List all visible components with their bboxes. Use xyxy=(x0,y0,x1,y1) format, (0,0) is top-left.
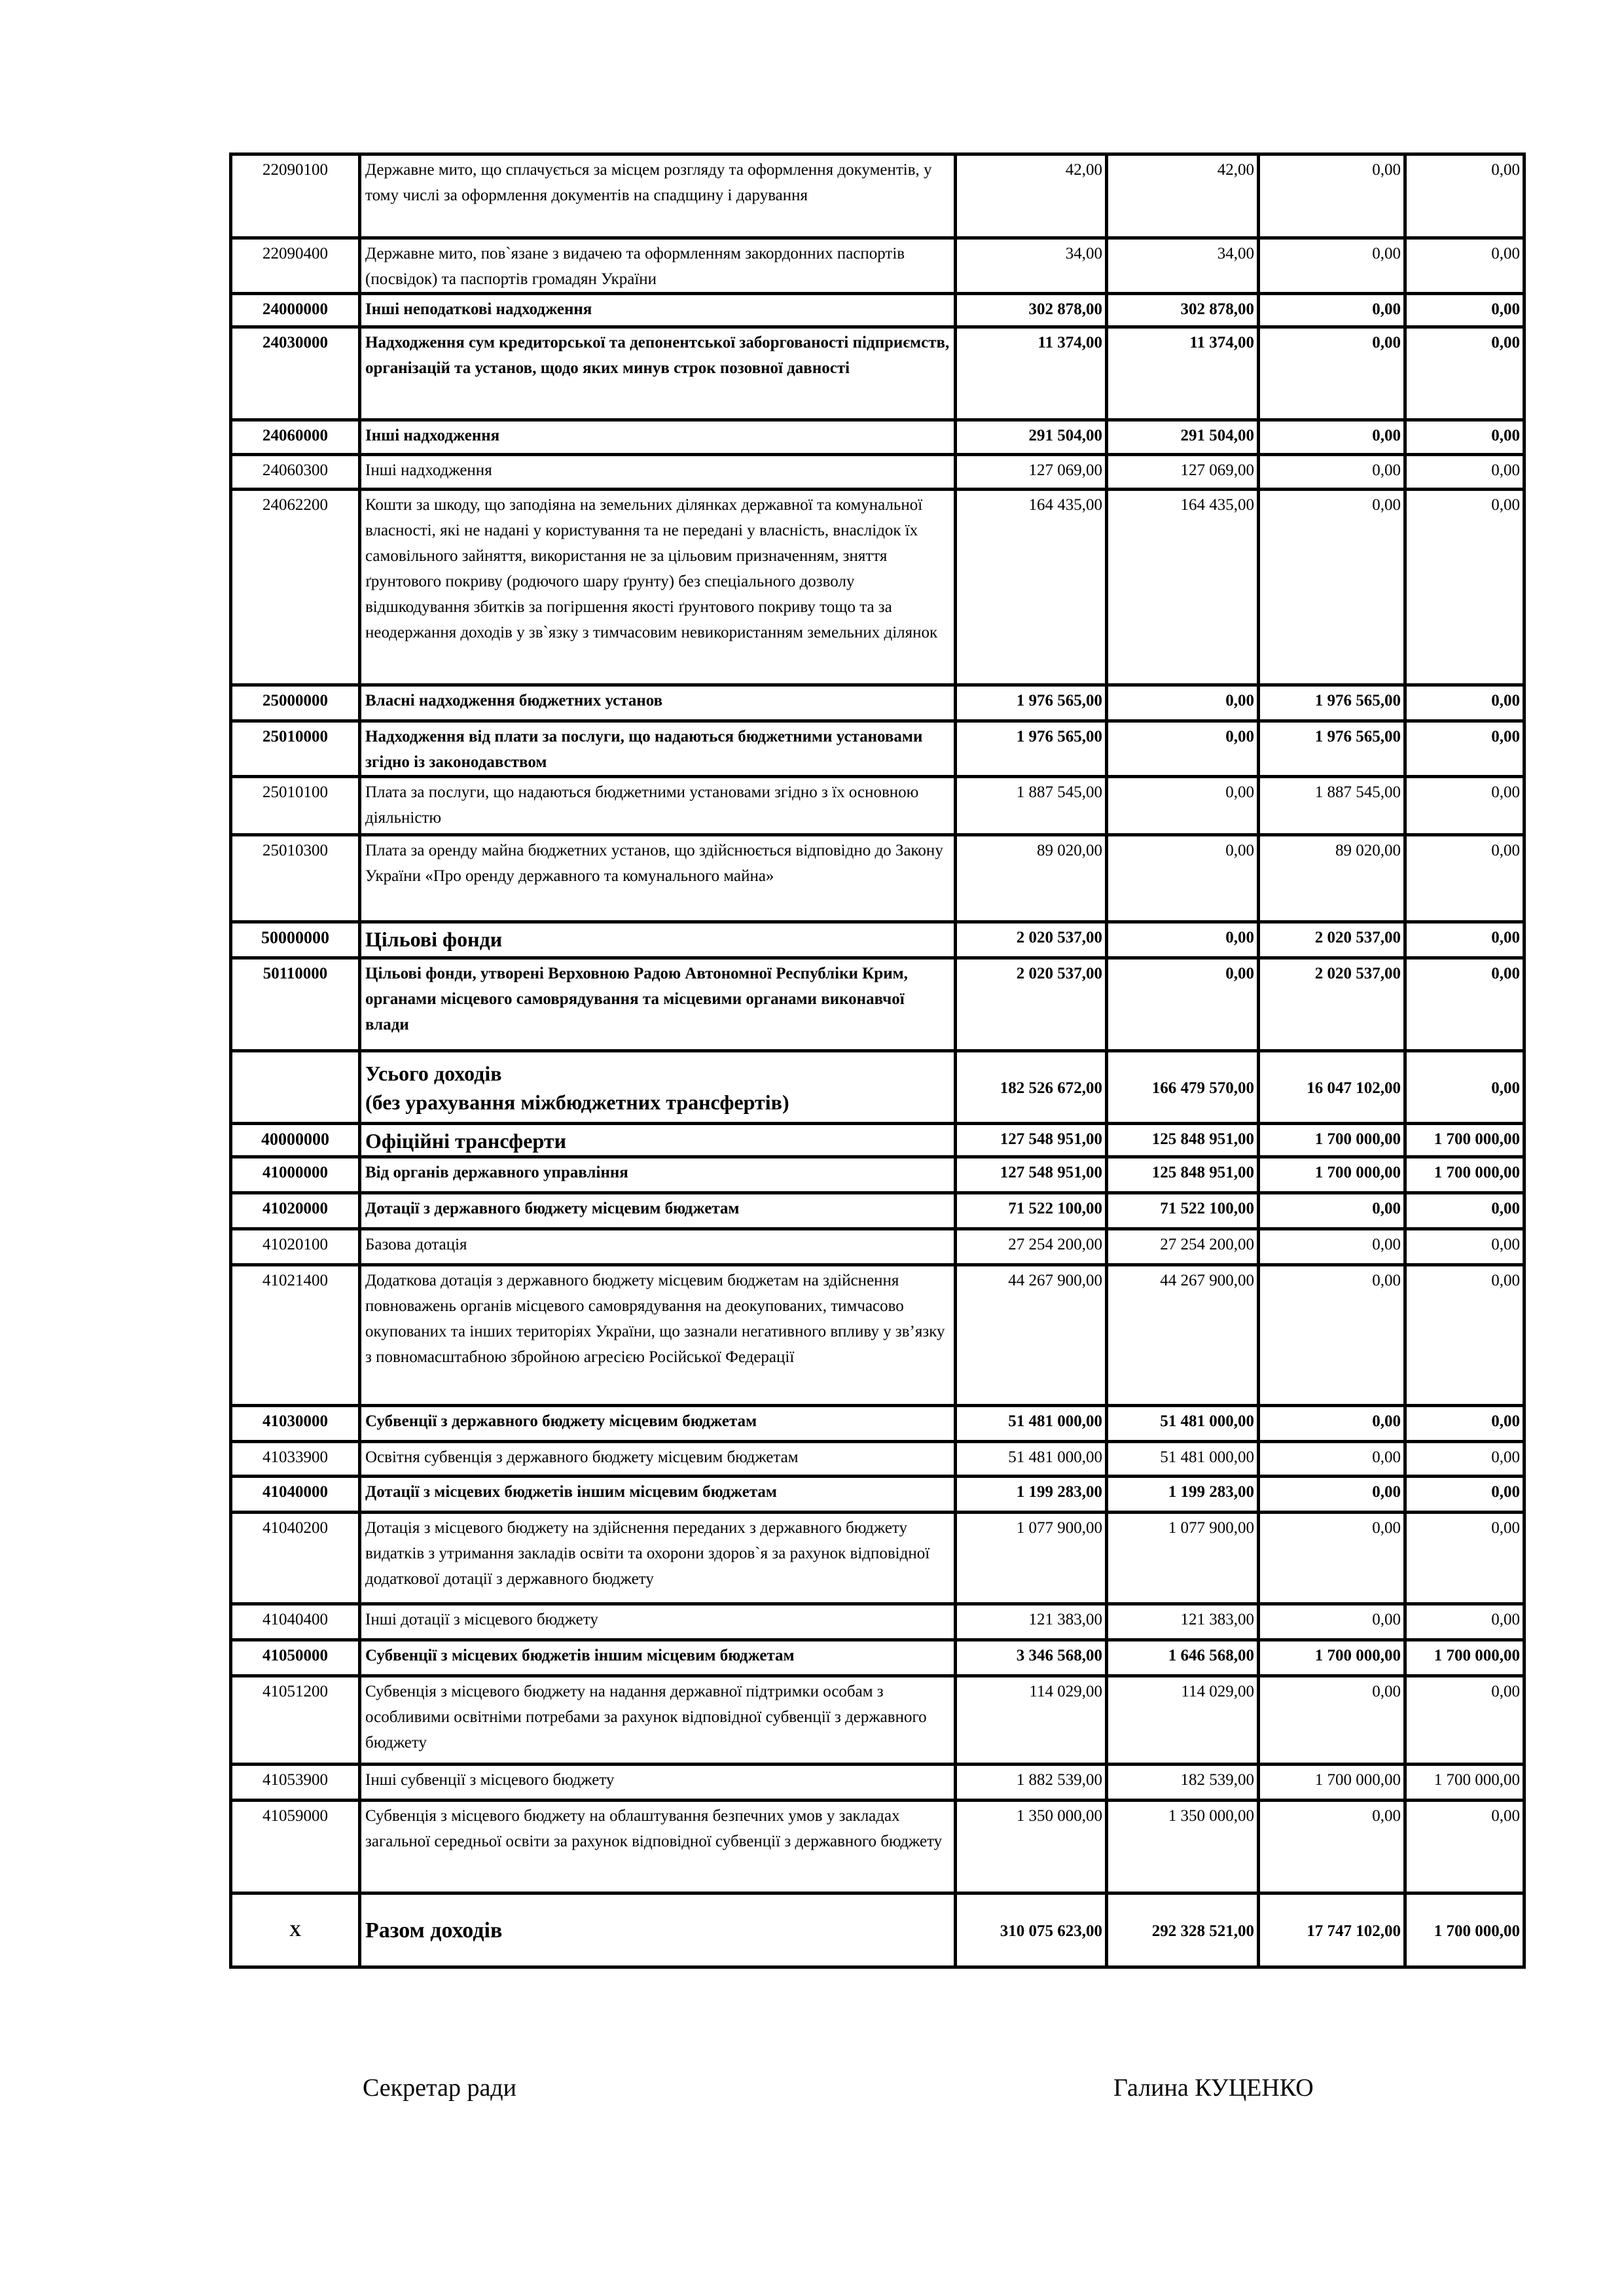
row-development-budget: 1 700 000,00 xyxy=(1405,1157,1525,1193)
row-general-fund: 121 383,00 xyxy=(1107,1604,1259,1640)
row-special-fund: 1 887 545,00 xyxy=(1259,777,1405,835)
row-development-budget: 0,00 xyxy=(1405,154,1525,238)
table-row xyxy=(231,721,1525,777)
row-name: Додаткова дотація з державного бюджету місцевим бюджетам на здійснення повноважень органів місцевого самоврядування на деокупованих, тимчасово окупованих та інших територіях України, що зазнали негативного впливу у зв’язку з повномасштабною збройною агресією Російської Федерації xyxy=(360,1265,956,1406)
row-total: 114 029,00 xyxy=(956,1676,1107,1765)
row-code: 41050000 xyxy=(231,1640,360,1676)
row-special-fund: 0,00 xyxy=(1259,1442,1405,1477)
row-code: 41059000 xyxy=(231,1801,360,1893)
row-development-budget: 1 700 000,00 xyxy=(1405,1640,1525,1676)
row-total: 27 254 200,00 xyxy=(956,1229,1107,1265)
table-row xyxy=(231,1676,1525,1765)
row-general-fund: 302 878,00 xyxy=(1107,294,1259,327)
row-general-fund: 182 539,00 xyxy=(1107,1765,1259,1801)
row-development-budget: 0,00 xyxy=(1405,1229,1525,1265)
row-general-fund: 27 254 200,00 xyxy=(1107,1229,1259,1265)
row-total: 1 077 900,00 xyxy=(956,1513,1107,1604)
row-general-fund: 0,00 xyxy=(1107,958,1259,1051)
row-special-fund: 1 976 565,00 xyxy=(1259,685,1405,721)
table-row xyxy=(231,1640,1525,1676)
table-row xyxy=(231,1406,1525,1442)
row-special-fund: 1 700 000,00 xyxy=(1259,1640,1405,1676)
row-special-fund: 1 700 000,00 xyxy=(1259,1157,1405,1193)
row-general-fund: 51 481 000,00 xyxy=(1107,1406,1259,1442)
row-name: Субвенції з місцевих бюджетів іншим місцевим бюджетам xyxy=(360,1640,956,1676)
table-row xyxy=(231,1442,1525,1477)
row-general-fund: 127 069,00 xyxy=(1107,455,1259,490)
row-total: 34,00 xyxy=(956,238,1107,294)
row-development-budget: 0,00 xyxy=(1405,1406,1525,1442)
revenue-table-body xyxy=(231,154,1525,1967)
row-total: 1 887 545,00 xyxy=(956,777,1107,835)
row-name: Власні надходження бюджетних установ xyxy=(360,685,956,721)
row-name: Цільові фонди xyxy=(360,922,956,958)
row-development-budget: 0,00 xyxy=(1405,327,1525,420)
table-row xyxy=(231,294,1525,327)
row-code: 41021400 xyxy=(231,1265,360,1406)
row-total: 2 020 537,00 xyxy=(956,958,1107,1051)
row-code: 24060000 xyxy=(231,420,360,455)
row-general-fund: 0,00 xyxy=(1107,685,1259,721)
table-row xyxy=(231,922,1525,958)
row-total: 1 882 539,00 xyxy=(956,1765,1107,1801)
table-row xyxy=(231,1765,1525,1801)
row-development-budget: 0,00 xyxy=(1405,777,1525,835)
row-code: 41040400 xyxy=(231,1604,360,1640)
table-row xyxy=(231,490,1525,685)
row-name: Надходження від плати за послуги, що надаються бюджетними установами згідно із законодавством xyxy=(360,721,956,777)
signature-name: Галина КУЦЕНКО xyxy=(1113,2074,1314,2102)
row-total: 71 522 100,00 xyxy=(956,1193,1107,1229)
row-name: Базова дотація xyxy=(360,1229,956,1265)
table-row xyxy=(231,1477,1525,1513)
row-total: 42,00 xyxy=(956,154,1107,238)
row-total: 1 976 565,00 xyxy=(956,685,1107,721)
row-special-fund: 0,00 xyxy=(1259,1604,1405,1640)
row-name: Інші неподаткові надходження xyxy=(360,294,956,327)
row-development-budget: 0,00 xyxy=(1405,294,1525,327)
row-special-fund: 0,00 xyxy=(1259,1676,1405,1765)
row-name: Державне мито, пов`язане з видачею та оформленням закордонних паспортів (посвідок) та паспортів громадян України xyxy=(360,238,956,294)
row-code: 25010000 xyxy=(231,721,360,777)
row-total: 127 548 951,00 xyxy=(956,1157,1107,1193)
row-special-fund: 1 976 565,00 xyxy=(1259,721,1405,777)
row-development-budget: 0,00 xyxy=(1405,1442,1525,1477)
signature-position: Секретар ради xyxy=(363,2074,516,2102)
row-name: Офіційні трансферти xyxy=(360,1124,956,1157)
row-special-fund: 17 747 102,00 xyxy=(1259,1893,1405,1967)
row-special-fund: 0,00 xyxy=(1259,294,1405,327)
row-general-fund: 292 328 521,00 xyxy=(1107,1893,1259,1967)
row-general-fund: 0,00 xyxy=(1107,721,1259,777)
row-code: 50000000 xyxy=(231,922,360,958)
row-general-fund: 34,00 xyxy=(1107,238,1259,294)
row-general-fund: 42,00 xyxy=(1107,154,1259,238)
row-development-budget: 0,00 xyxy=(1405,958,1525,1051)
row-development-budget: 0,00 xyxy=(1405,455,1525,490)
row-development-budget: 0,00 xyxy=(1405,1604,1525,1640)
row-general-fund: 1 199 283,00 xyxy=(1107,1477,1259,1513)
row-special-fund: 0,00 xyxy=(1259,154,1405,238)
table-row xyxy=(231,1604,1525,1640)
table-row xyxy=(231,154,1525,238)
row-total: 1 199 283,00 xyxy=(956,1477,1107,1513)
row-total: 127 548 951,00 xyxy=(956,1124,1107,1157)
row-total: 127 069,00 xyxy=(956,455,1107,490)
row-development-budget: 0,00 xyxy=(1405,835,1525,922)
row-name: Субвенції з державного бюджету місцевим бюджетам xyxy=(360,1406,956,1442)
row-development-budget: 0,00 xyxy=(1405,721,1525,777)
row-development-budget: 1 700 000,00 xyxy=(1405,1124,1525,1157)
table-row xyxy=(231,777,1525,835)
table-row xyxy=(231,1513,1525,1604)
table-row xyxy=(231,1157,1525,1193)
row-special-fund: 0,00 xyxy=(1259,238,1405,294)
row-code: 25010100 xyxy=(231,777,360,835)
row-special-fund: 0,00 xyxy=(1259,1513,1405,1604)
table-row xyxy=(231,1124,1525,1157)
row-code xyxy=(231,1051,360,1124)
table-row xyxy=(231,455,1525,490)
row-development-budget: 0,00 xyxy=(1405,685,1525,721)
row-development-budget: 0,00 xyxy=(1405,1193,1525,1229)
row-special-fund: 2 020 537,00 xyxy=(1259,922,1405,958)
row-total: 310 075 623,00 xyxy=(956,1893,1107,1967)
row-code: 25010300 xyxy=(231,835,360,922)
row-code: 22090400 xyxy=(231,238,360,294)
row-general-fund: 1 646 568,00 xyxy=(1107,1640,1259,1676)
row-name: Усього доходів (без урахування міжбюджетних трансфертів) xyxy=(360,1051,956,1124)
row-special-fund: 0,00 xyxy=(1259,1406,1405,1442)
row-code: 41051200 xyxy=(231,1676,360,1765)
table-row xyxy=(231,238,1525,294)
row-development-budget: 0,00 xyxy=(1405,420,1525,455)
row-total: 121 383,00 xyxy=(956,1604,1107,1640)
row-total: 291 504,00 xyxy=(956,420,1107,455)
row-special-fund: 1 700 000,00 xyxy=(1259,1124,1405,1157)
row-general-fund: 291 504,00 xyxy=(1107,420,1259,455)
row-general-fund: 0,00 xyxy=(1107,835,1259,922)
row-total: 1 350 000,00 xyxy=(956,1801,1107,1893)
row-general-fund: 164 435,00 xyxy=(1107,490,1259,685)
row-code: 41030000 xyxy=(231,1406,360,1442)
table-row xyxy=(231,420,1525,455)
table-row xyxy=(231,1893,1525,1967)
row-code: 41040200 xyxy=(231,1513,360,1604)
row-name: Дотація з місцевого бюджету на здійснення переданих з державного бюджету видатків з утримання закладів освіти та охорони здоров`я за рахунок відповідної додаткової дотації з державного бюджету xyxy=(360,1513,956,1604)
row-total: 302 878,00 xyxy=(956,294,1107,327)
row-development-budget: 0,00 xyxy=(1405,1801,1525,1893)
row-name: Субвенція з місцевого бюджету на надання державної підтримки особам з особливими освітніми потребами за рахунок відповідної субвенції з державного бюджету xyxy=(360,1676,956,1765)
row-general-fund: 1 350 000,00 xyxy=(1107,1801,1259,1893)
row-name: Цільові фонди, утворені Верховною Радою Автономної Республіки Крим, органами місцевого самоврядування та місцевими органами виконавчої влади xyxy=(360,958,956,1051)
row-development-budget: 0,00 xyxy=(1405,1477,1525,1513)
row-total: 2 020 537,00 xyxy=(956,922,1107,958)
row-name: Кошти за шкоду, що заподіяна на земельних ділянках державної та комунальної власності, які не надані у користування та не передані у власність, внаслідок їх самовільного зайняття, використання не за цільовим призначенням, зняття ґрунтового покриву (родючого шару ґрунту) без спеціального дозволу відшкодування збитків за погіршення якості ґрунтового покриву тощо та за неодержання доходів у зв`язку з тимчасовим невикористанням земельних ділянок xyxy=(360,490,956,685)
row-special-fund: 0,00 xyxy=(1259,1265,1405,1406)
row-code: 50110000 xyxy=(231,958,360,1051)
row-name: Інші субвенції з місцевого бюджету xyxy=(360,1765,956,1801)
row-code: 24030000 xyxy=(231,327,360,420)
row-special-fund: 89 020,00 xyxy=(1259,835,1405,922)
row-total: 51 481 000,00 xyxy=(956,1442,1107,1477)
row-total: 1 976 565,00 xyxy=(956,721,1107,777)
row-general-fund: 71 522 100,00 xyxy=(1107,1193,1259,1229)
row-special-fund: 0,00 xyxy=(1259,327,1405,420)
row-name: Інші дотації з місцевого бюджету xyxy=(360,1604,956,1640)
row-name: Від органів державного управління xyxy=(360,1157,956,1193)
row-general-fund: 0,00 xyxy=(1107,777,1259,835)
row-development-budget: 0,00 xyxy=(1405,1265,1525,1406)
row-name: Субвенція з місцевого бюджету на облаштування безпечних умов у закладах загальної середньої освіти за рахунок відповідної субвенції з державного бюджету xyxy=(360,1801,956,1893)
row-development-budget: 0,00 xyxy=(1405,922,1525,958)
row-name: Інші надходження xyxy=(360,455,956,490)
revenue-table xyxy=(229,152,1526,1969)
row-code: 41033900 xyxy=(231,1442,360,1477)
row-special-fund: 0,00 xyxy=(1259,490,1405,685)
table-row xyxy=(231,958,1525,1051)
row-general-fund: 114 029,00 xyxy=(1107,1676,1259,1765)
row-code: 41020000 xyxy=(231,1193,360,1229)
row-total: 164 435,00 xyxy=(956,490,1107,685)
row-special-fund: 0,00 xyxy=(1259,455,1405,490)
row-total: 89 020,00 xyxy=(956,835,1107,922)
row-special-fund: 0,00 xyxy=(1259,1193,1405,1229)
row-development-budget: 0,00 xyxy=(1405,238,1525,294)
table-row xyxy=(231,327,1525,420)
row-name: Дотації з місцевих бюджетів іншим місцевим бюджетам xyxy=(360,1477,956,1513)
row-special-fund: 0,00 xyxy=(1259,1801,1405,1893)
row-code: 24060300 xyxy=(231,455,360,490)
row-code: 41040000 xyxy=(231,1477,360,1513)
row-total: 3 346 568,00 xyxy=(956,1640,1107,1676)
row-name: Дотації з державного бюджету місцевим бюджетам xyxy=(360,1193,956,1229)
row-name: Інші надходження xyxy=(360,420,956,455)
row-special-fund: 0,00 xyxy=(1259,420,1405,455)
row-name: Надходження сум кредиторської та депонентської заборгованості підприємств, організацій та установ, щодо яких минув строк позовної давності xyxy=(360,327,956,420)
table-row xyxy=(231,685,1525,721)
row-development-budget: 1 700 000,00 xyxy=(1405,1893,1525,1967)
row-general-fund: 125 848 951,00 xyxy=(1107,1157,1259,1193)
row-total: 11 374,00 xyxy=(956,327,1107,420)
row-name: Плата за оренду майна бюджетних установ, що здійснюється відповідно до Закону України «Про оренду державного та комунального майна» xyxy=(360,835,956,922)
row-total: 182 526 672,00 xyxy=(956,1051,1107,1124)
table-row xyxy=(231,1265,1525,1406)
row-development-budget: 0,00 xyxy=(1405,1513,1525,1604)
row-general-fund: 11 374,00 xyxy=(1107,327,1259,420)
row-name: Плата за послуги, що надаються бюджетними установами згідно з їх основною діяльністю xyxy=(360,777,956,835)
table-row xyxy=(231,1229,1525,1265)
row-development-budget: 0,00 xyxy=(1405,490,1525,685)
row-special-fund: 16 047 102,00 xyxy=(1259,1051,1405,1124)
row-code: 25000000 xyxy=(231,685,360,721)
table-row xyxy=(231,835,1525,922)
row-general-fund: 44 267 900,00 xyxy=(1107,1265,1259,1406)
row-general-fund: 51 481 000,00 xyxy=(1107,1442,1259,1477)
row-total: 44 267 900,00 xyxy=(956,1265,1107,1406)
row-special-fund: 0,00 xyxy=(1259,1477,1405,1513)
row-special-fund: 0,00 xyxy=(1259,1229,1405,1265)
row-code: 24062200 xyxy=(231,490,360,685)
table-row xyxy=(231,1193,1525,1229)
row-development-budget: 0,00 xyxy=(1405,1051,1525,1124)
row-name: Разом доходів xyxy=(360,1893,956,1967)
row-code: 41053900 xyxy=(231,1765,360,1801)
row-code: 22090100 xyxy=(231,154,360,238)
row-development-budget: 0,00 xyxy=(1405,1676,1525,1765)
row-name: Освітня субвенція з державного бюджету місцевим бюджетам xyxy=(360,1442,956,1477)
row-code: Х xyxy=(231,1893,360,1967)
row-special-fund: 1 700 000,00 xyxy=(1259,1765,1405,1801)
row-general-fund: 166 479 570,00 xyxy=(1107,1051,1259,1124)
row-total: 51 481 000,00 xyxy=(956,1406,1107,1442)
table-row xyxy=(231,1051,1525,1124)
row-code: 41000000 xyxy=(231,1157,360,1193)
row-code: 24000000 xyxy=(231,294,360,327)
row-name: Державне мито, що сплачується за місцем розгляду та оформлення документів, у тому числі за оформлення документів на спадщину і дарування xyxy=(360,154,956,238)
row-code: 41020100 xyxy=(231,1229,360,1265)
row-code: 40000000 xyxy=(231,1124,360,1157)
row-special-fund: 2 020 537,00 xyxy=(1259,958,1405,1051)
table-row xyxy=(231,1801,1525,1893)
row-general-fund: 125 848 951,00 xyxy=(1107,1124,1259,1157)
row-development-budget: 1 700 000,00 xyxy=(1405,1765,1525,1801)
row-general-fund: 0,00 xyxy=(1107,922,1259,958)
row-general-fund: 1 077 900,00 xyxy=(1107,1513,1259,1604)
